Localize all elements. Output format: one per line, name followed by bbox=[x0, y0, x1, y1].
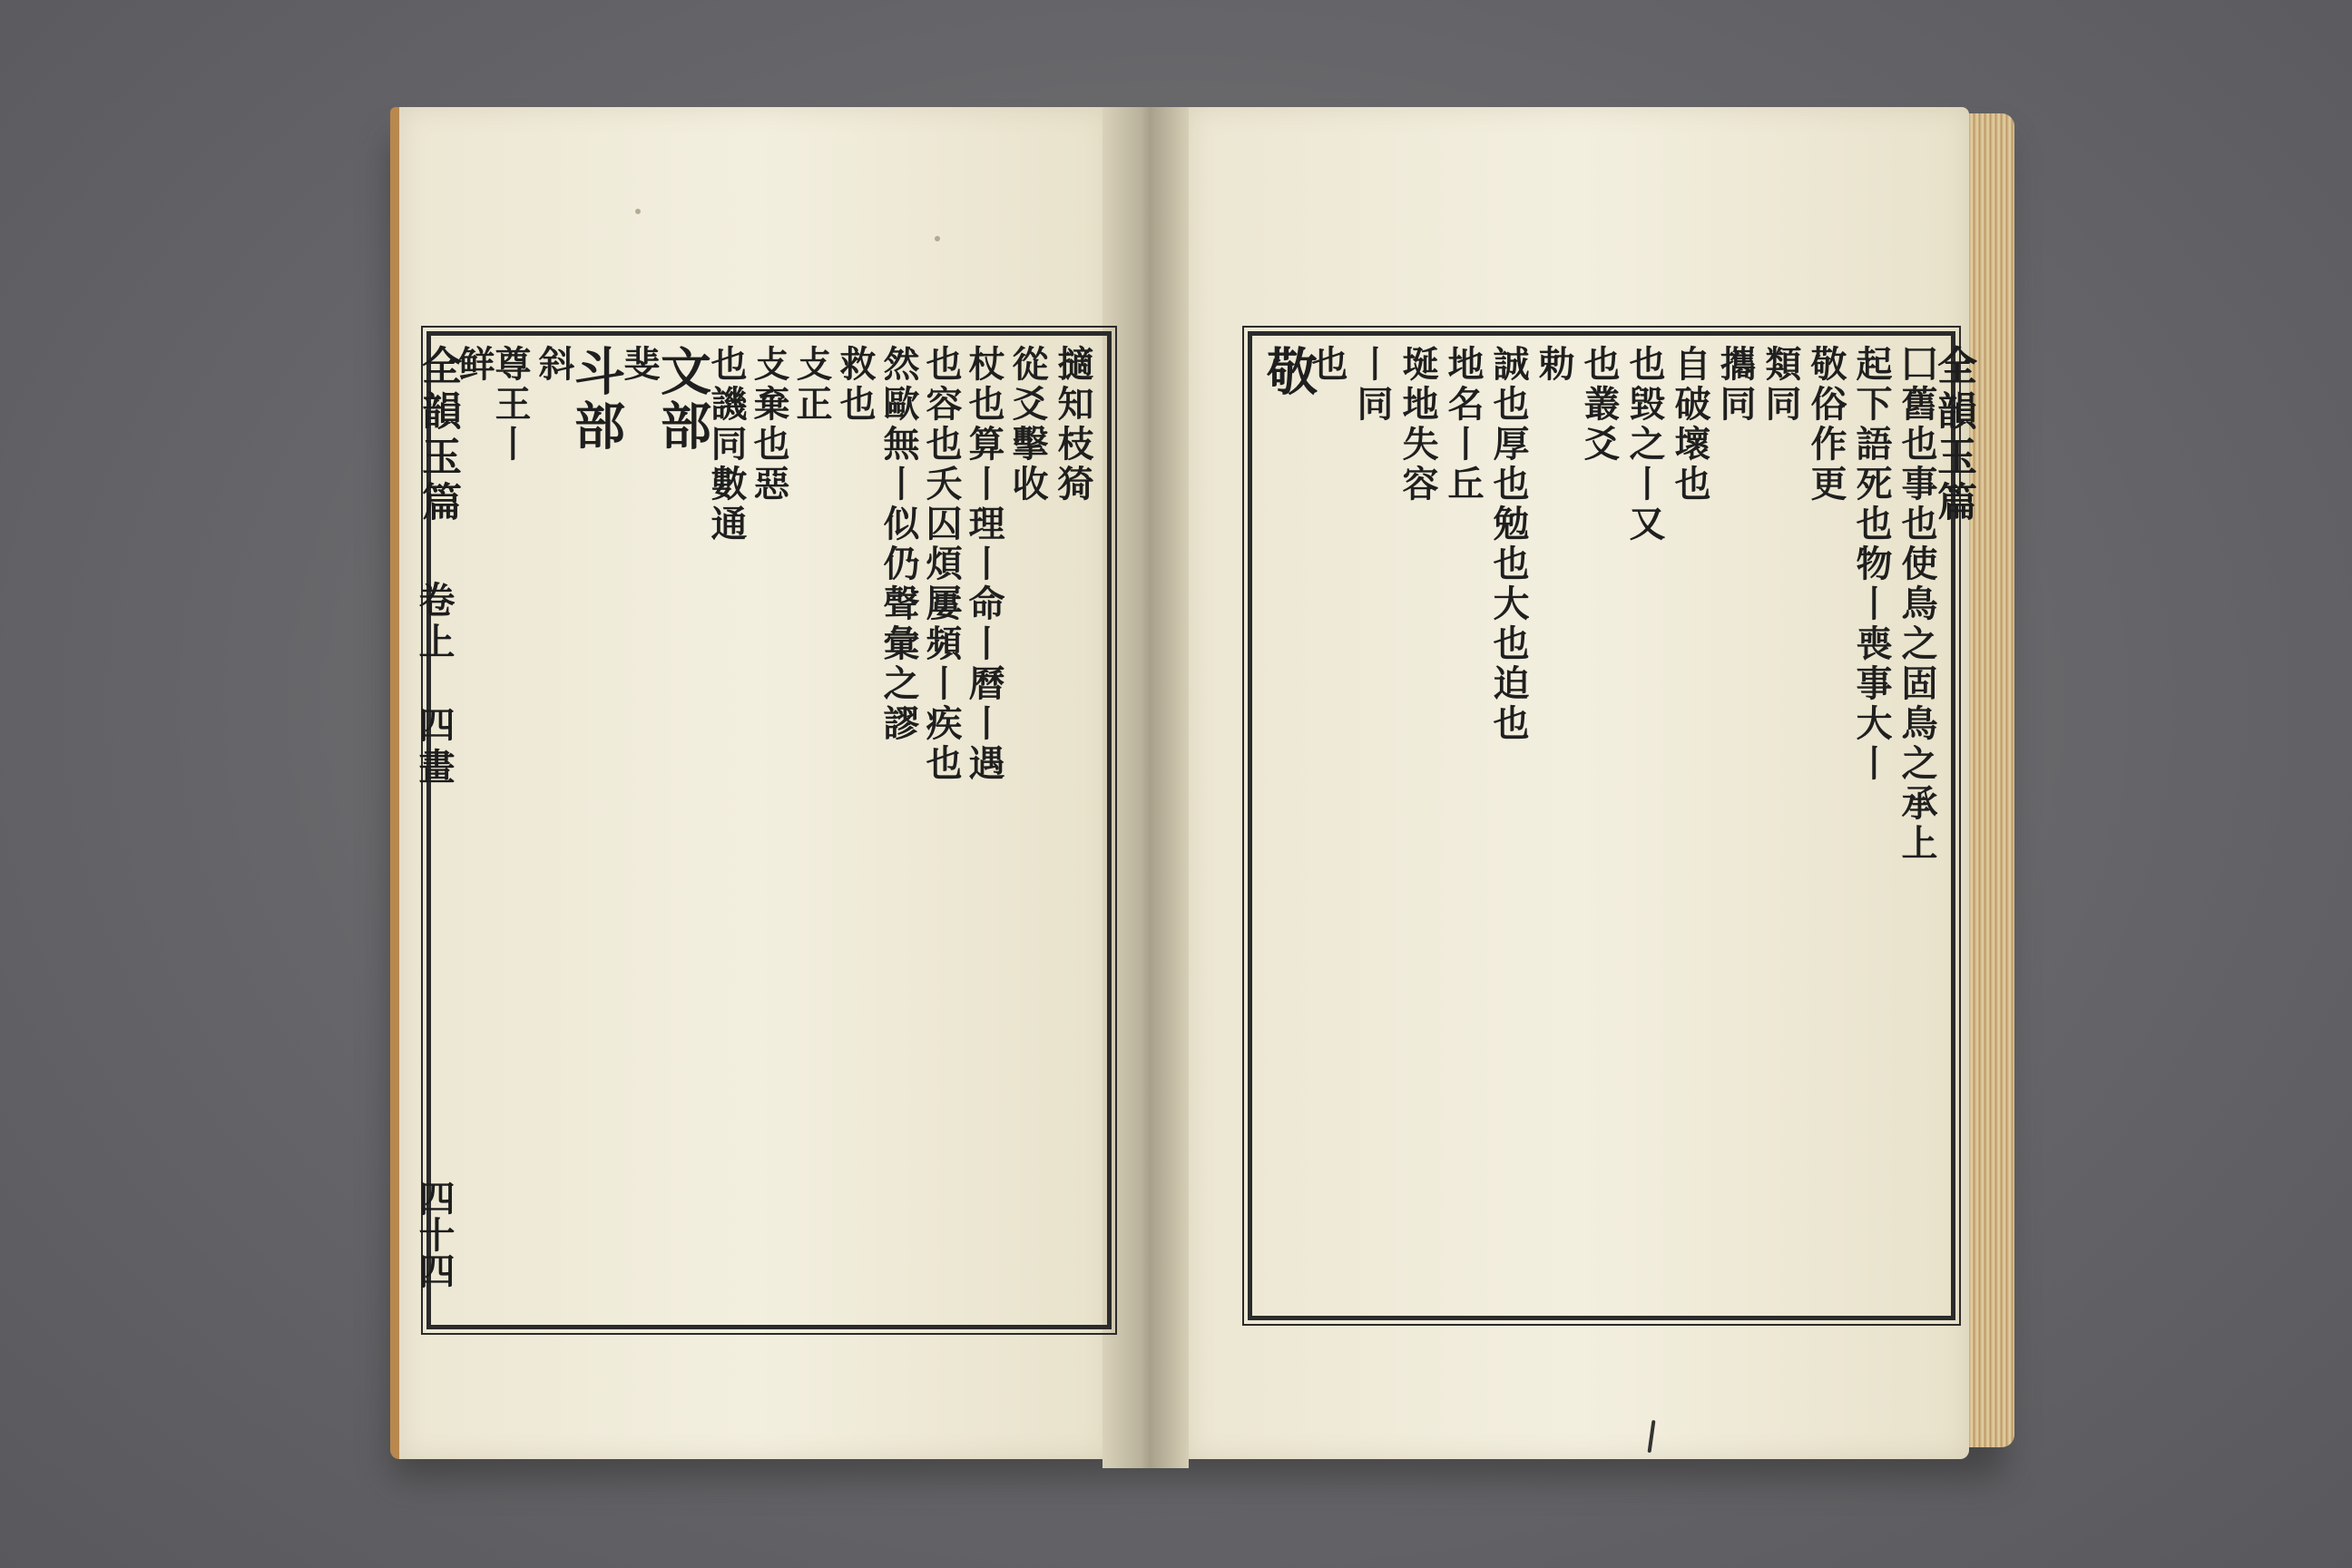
right-column-7: 也毀之丨又 bbox=[1623, 345, 1666, 544]
left-column-1: 擿知枝猗 bbox=[1052, 345, 1094, 505]
right-column-12: 埏地失容 bbox=[1396, 345, 1439, 505]
book-gutter bbox=[1102, 107, 1189, 1468]
left-column-6: 救也 bbox=[834, 345, 877, 425]
right-column-5: 攜同 bbox=[1714, 345, 1757, 425]
right-column-8: 也叢爻 bbox=[1578, 345, 1621, 465]
paper-spot bbox=[935, 236, 940, 241]
left-column-9: 也譏同數通 bbox=[705, 345, 748, 544]
right-column-2: 起下語死也物丨喪事大丨 bbox=[1850, 345, 1893, 784]
left-column-11: 斐 bbox=[618, 345, 661, 385]
left-column-4: 也容也夭囚煩屢頻丨疾也 bbox=[920, 345, 963, 784]
right-column-4: 類同 bbox=[1759, 345, 1802, 425]
left-column-10: 文部 bbox=[652, 345, 712, 454]
left-column-13: 斜 bbox=[533, 345, 575, 385]
right-column-6: 自破壞也 bbox=[1669, 345, 1711, 505]
right-column-10: 誠也厚也勉也大也迫也 bbox=[1487, 345, 1530, 744]
left-column-8: 攴棄也惡 bbox=[748, 345, 790, 505]
left-margin-title: 全韻玉篇 bbox=[415, 345, 461, 526]
left-margin-section: 卷上 四畫 bbox=[413, 581, 456, 789]
right-column-9: 勅 bbox=[1533, 345, 1575, 385]
left-column-7: 攴正 bbox=[790, 345, 833, 425]
left-column-3: 杖也算丨理丨命丨曆丨遇 bbox=[963, 345, 1005, 784]
left-column-2: 從爻擊收 bbox=[1006, 345, 1049, 505]
fore-edge bbox=[1969, 113, 2014, 1447]
right-column-14: 也 bbox=[1306, 345, 1348, 385]
paper-spot bbox=[635, 209, 641, 214]
left-column-5: 然歐無丨似仍聲彙之謬 bbox=[877, 345, 920, 744]
right-column-1: 囗舊也事也使鳥之固鳥之承上 bbox=[1896, 345, 1938, 864]
right-column-15: 敬 bbox=[1259, 345, 1318, 399]
right-column-13: 丨同 bbox=[1351, 345, 1394, 425]
right-margin-title: 全韻玉篇 bbox=[1930, 345, 1976, 526]
left-page-number: 四十四 bbox=[413, 1180, 456, 1289]
left-column-12: 斗部 bbox=[566, 345, 626, 454]
right-column-3: 敬俗作更 bbox=[1805, 345, 1847, 505]
left-column-15: 鲜 bbox=[453, 345, 495, 385]
right-column-11: 地名丨丘 bbox=[1442, 345, 1485, 505]
left-column-14: 尊王丨 bbox=[489, 345, 532, 465]
